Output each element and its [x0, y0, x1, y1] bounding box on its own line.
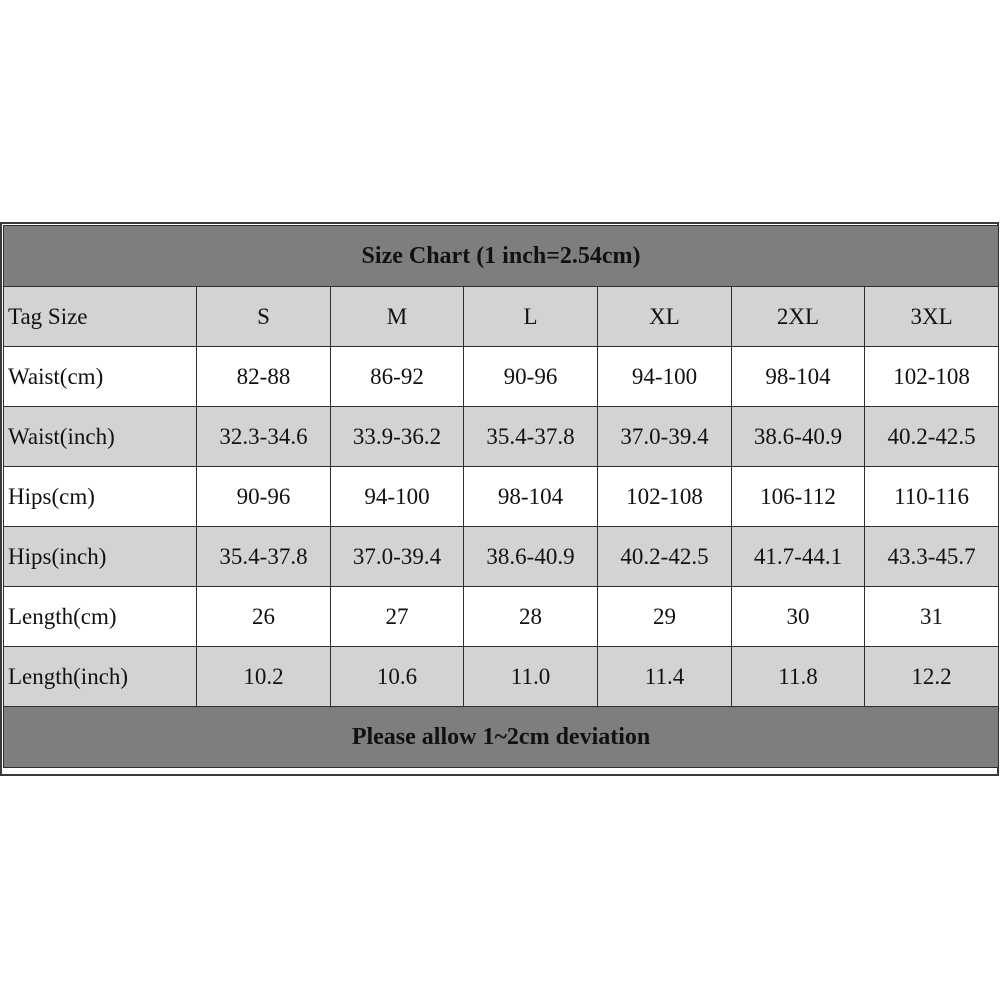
table-cell: 110-116 — [865, 467, 999, 527]
size-header-s: S — [197, 287, 331, 347]
table-cell: 102-108 — [598, 467, 732, 527]
table-cell: 40.2-42.5 — [598, 527, 732, 587]
table-cell: 43.3-45.7 — [865, 527, 999, 587]
size-table — [3, 225, 999, 768]
table-row — [4, 467, 999, 527]
row-label: Waist(inch) — [4, 407, 197, 467]
table-cell: 38.6-40.9 — [464, 527, 598, 587]
table-cell: 41.7-44.1 — [732, 527, 865, 587]
table-cell: 37.0-39.4 — [598, 407, 732, 467]
title-row — [4, 226, 999, 287]
table-cell: 37.0-39.4 — [331, 527, 464, 587]
table-row — [4, 347, 999, 407]
table-cell: 12.2 — [865, 647, 999, 707]
row-label: Length(cm) — [4, 587, 197, 647]
size-header-3xl: 3XL — [865, 287, 999, 347]
size-chart — [0, 222, 999, 776]
size-header-xl: XL — [598, 287, 732, 347]
chart-title: Size Chart (1 inch=2.54cm) — [4, 226, 999, 287]
table-cell: 11.4 — [598, 647, 732, 707]
header-row — [4, 287, 999, 347]
table-cell: 94-100 — [598, 347, 732, 407]
table-row — [4, 647, 999, 707]
table-cell: 26 — [197, 587, 331, 647]
row-label: Hips(inch) — [4, 527, 197, 587]
row-label: Length(inch) — [4, 647, 197, 707]
table-cell: 106-112 — [732, 467, 865, 527]
table-cell: 38.6-40.9 — [732, 407, 865, 467]
table-cell: 33.9-36.2 — [331, 407, 464, 467]
table-cell: 29 — [598, 587, 732, 647]
table-cell: 40.2-42.5 — [865, 407, 999, 467]
table-cell: 90-96 — [464, 347, 598, 407]
table-cell: 11.8 — [732, 647, 865, 707]
size-header-l: L — [464, 287, 598, 347]
table-cell: 35.4-37.8 — [197, 527, 331, 587]
table-cell: 31 — [865, 587, 999, 647]
table-cell: 11.0 — [464, 647, 598, 707]
table-cell: 102-108 — [865, 347, 999, 407]
header-label: Tag Size — [4, 287, 197, 347]
deviation-note: Please allow 1~2cm deviation — [4, 707, 999, 768]
size-header-2xl: 2XL — [732, 287, 865, 347]
table-row — [4, 407, 999, 467]
table-row — [4, 587, 999, 647]
table-cell: 30 — [732, 587, 865, 647]
row-label: Waist(cm) — [4, 347, 197, 407]
size-header-m: M — [331, 287, 464, 347]
row-label: Hips(cm) — [4, 467, 197, 527]
table-cell: 90-96 — [197, 467, 331, 527]
table-cell: 98-104 — [732, 347, 865, 407]
table-row — [4, 527, 999, 587]
table-cell: 86-92 — [331, 347, 464, 407]
table-cell: 32.3-34.6 — [197, 407, 331, 467]
footer-row — [4, 707, 999, 768]
table-cell: 35.4-37.8 — [464, 407, 598, 467]
table-cell: 98-104 — [464, 467, 598, 527]
table-cell: 28 — [464, 587, 598, 647]
table-cell: 94-100 — [331, 467, 464, 527]
table-cell: 10.6 — [331, 647, 464, 707]
table-cell: 82-88 — [197, 347, 331, 407]
table-cell: 10.2 — [197, 647, 331, 707]
table-cell: 27 — [331, 587, 464, 647]
